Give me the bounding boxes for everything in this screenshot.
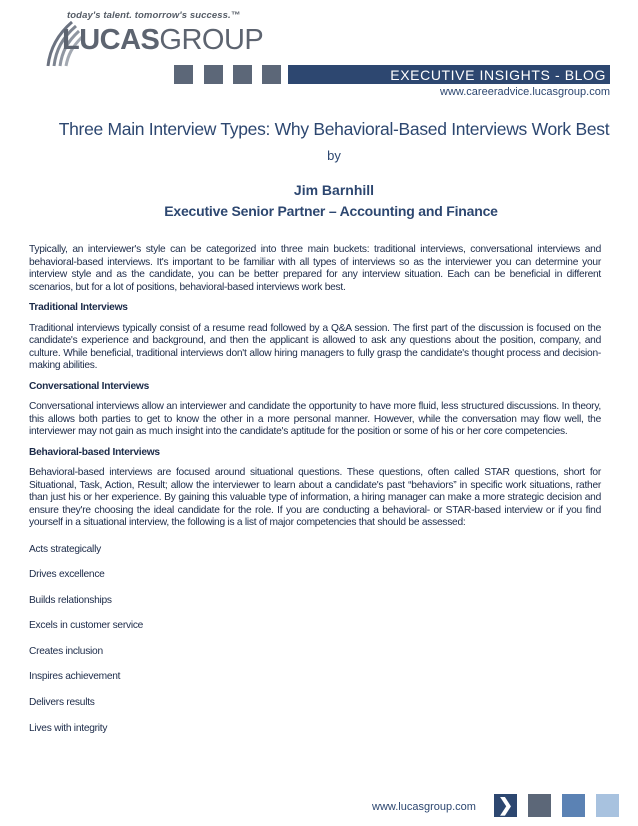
- decor-square: [233, 65, 252, 84]
- list-item: Excels in customer service: [29, 620, 144, 632]
- section-heading: Conversational Interviews: [29, 380, 150, 392]
- section-heading: Traditional Interviews: [29, 302, 128, 313]
- section-paragraph: Traditional interviews typically consist of a resume read followed by a Q&A session. The first part of the discussion is focused on the candidate's experience and background, and then the applicant is allowed to ask any questions about the position, company, and culture. While beneficial, traditional interviews don't allow hiring managers to fully grasp the candidate's thought process and decision-making abilities.: [29, 322, 601, 371]
- article-title: [0, 119, 638, 140]
- banner-text: EXECUTIVE INSIGHTS - BLOG: [390, 67, 606, 83]
- decor-square: [262, 65, 281, 84]
- brand-name-bold: LUCAS: [62, 24, 160, 56]
- decor-square: [204, 65, 223, 84]
- intro-paragraph: Typically, an interviewer's style can be categorized into three main buckets: traditional interviews, conversational interviews and behavioral-based interviews. It's important to be familiar with all types of interviews so as the interviewer you can determine your interview style and as the candidate, you can be better prepared for any interview situation. Each can be beneficial in different scenarios, but for a lot of positions, behavioral-based interviews work best.: [29, 244, 601, 293]
- footer-square: [596, 794, 619, 817]
- list-item: Lives with integrity: [29, 722, 108, 734]
- footer-site-link[interactable]: www.lucasgroup.com: [372, 801, 476, 813]
- chevron-glyph: ❯: [497, 795, 514, 815]
- list-item: Inspires achievement: [29, 671, 121, 683]
- list-item: Delivers results: [29, 697, 95, 709]
- competency-list: [29, 544, 601, 749]
- article-body: [29, 244, 601, 748]
- list-item: Creates inclusion: [29, 645, 103, 657]
- article-title-text: Three Main Interview Types: Why Behavioral-Based Interviews Work Best: [58, 119, 610, 139]
- byline-by: by: [327, 148, 341, 163]
- list-item: Acts strategically: [29, 543, 101, 555]
- header-site-link[interactable]: www.careeradvice.lucasgroup.com: [440, 86, 610, 98]
- blog-banner: [288, 65, 610, 84]
- section-heading: Behavioral-based Interviews: [29, 446, 160, 458]
- list-item: Drives excellence: [29, 569, 105, 581]
- brand-name-rest: GROUP: [159, 24, 264, 56]
- decor-square: [174, 65, 193, 84]
- footer-square: [528, 794, 551, 817]
- section-paragraph: Conversational interviews allow an interviewer and candidate the opportunity to have more fluid, less structured discussions. In theory, this allows both parties to get to know the other in a more personal manner. However, while the conversation may flow well, the interviewer may not gain as much insight into the candidate's aptitude for the position or some of his or her core competencies.: [29, 401, 601, 437]
- brand-tagline: today's talent. tomorrow's success.™: [67, 10, 241, 21]
- author-name: Jim Barnhill: [293, 182, 375, 198]
- author-role: Executive Senior Partner – Accounting and Finance: [164, 203, 498, 219]
- next-chevron-icon[interactable]: [494, 794, 517, 817]
- footer-square: [562, 794, 585, 817]
- list-item: Builds relationships: [29, 594, 112, 606]
- section-paragraph: Behavioral-based interviews are focused around situational questions. These questions, often called STAR questions, short for Situational, Task, Action, Result; allow the interviewer to learn about a candidate's past “behaviors” in specific work situations, rather than just his or her experience. By gaining this valuable type of information, a hiring manager can make a more strategic decision and ensure they're choosing the ideal candidate for the role. If you are conducting a behavioral- or STAR-based interview or if you find yourself in a situational interview, the following is a list of major competencies that should be assessed:: [29, 467, 601, 528]
- brand-name: [62, 24, 263, 57]
